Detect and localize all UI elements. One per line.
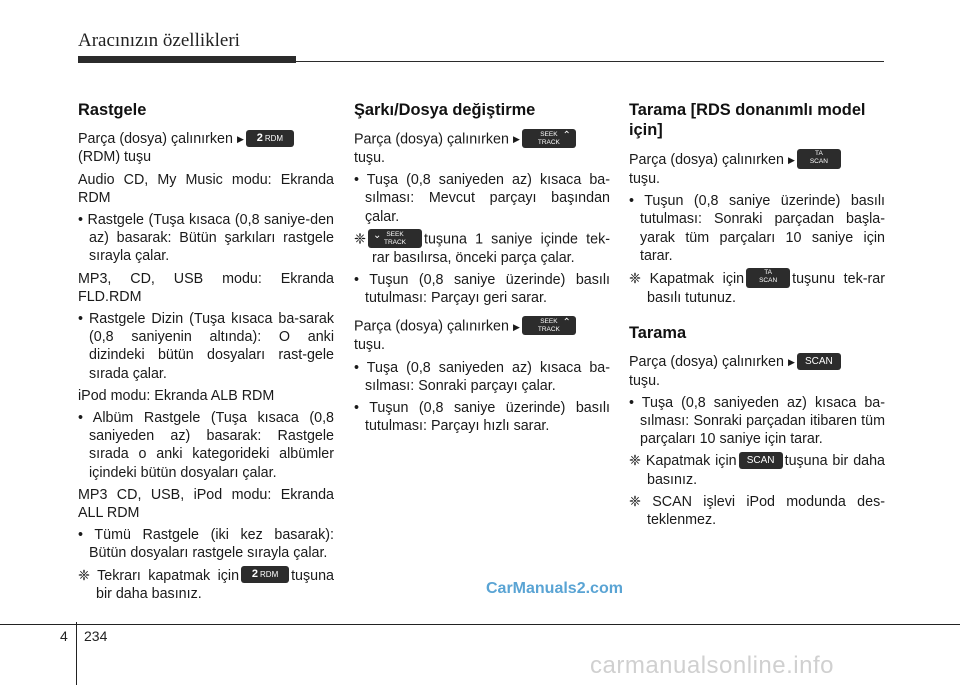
footer-rule-vertical [76, 622, 77, 685]
paragraph-text: tuşu. [354, 337, 385, 354]
note-text: ❈ Kapatmak için [629, 270, 745, 287]
seek-track-up-button-icon [522, 316, 576, 335]
bullet-item: • Tuşa (0,8 saniyeden az) kısaca ba-sılması: Sonraki parçadan itibaren tüm parçaları 10 saniye için tarar. [629, 394, 885, 448]
paragraph-text: tuşu. [629, 372, 660, 389]
note-text: tuşuna bir daha basınız. [96, 567, 334, 602]
footer-chapter-number: 4 [60, 628, 68, 644]
column-tarama [629, 100, 885, 533]
section-title-tarama: Tarama [629, 324, 687, 343]
note-text: ❈ Tekrarı kapatmak için [78, 567, 240, 584]
scan-button-icon: SCAN [797, 353, 841, 370]
section-title-tarama-rds: Tarama [RDS donanımlı model için] [629, 101, 866, 139]
paragraph: iPod modu: Ekranda ALB RDM [78, 387, 275, 404]
paragraph-text: Parça (dosya) çalınırken [629, 354, 784, 371]
track-label: TRACK [383, 238, 406, 246]
note-text: tuşunu tek-rar basılı tutunuz. [647, 270, 885, 307]
scan-button-icon: SCAN [739, 452, 783, 469]
note-item [78, 567, 334, 603]
paragraph: MP3, CD, USB modu: Ekranda FLD.RDM [78, 270, 334, 305]
note-item [354, 230, 610, 267]
column-sarki-dosya [354, 100, 610, 439]
footer-site-watermark: carmanualsonline.info [590, 652, 834, 679]
paragraph [629, 150, 885, 188]
paragraph [354, 130, 610, 167]
seek-label: SEEK [540, 318, 558, 326]
paragraph-text: tuşu. [629, 171, 660, 187]
section-title-rastgele: Rastgele [78, 101, 147, 119]
paragraph-text: Parça (dosya) çalınırken [354, 131, 509, 148]
bullet-item: • Tuşa (0,8 saniyeden az) kısaca ba-sılması: Mevcut parçayı başından çalar. [354, 172, 610, 225]
paragraph-text: Parça (dosya) çalınırken [629, 151, 784, 168]
column-rastgele [78, 100, 334, 607]
seek-track-down-button-icon [368, 229, 422, 248]
seek-label: SEEK [386, 230, 404, 238]
footer-rule-horizontal [0, 624, 960, 625]
chevron-down-icon: ⌄ [372, 229, 382, 241]
rdm-label: RDM [264, 133, 284, 143]
header-rule-thick [78, 56, 296, 63]
note-text: ❈ [354, 231, 366, 248]
seek-label: SEEK [540, 131, 558, 138]
rdm-number: 2 [251, 568, 259, 581]
paragraph [629, 353, 885, 390]
play-icon: ▶ [512, 321, 520, 332]
bullet-item: • Tuşun (0,8 saniye üzerinde) basılı tutulması: Sonraki parçadan başla-yarak tüm parçaları 10 saniye için tarar. [629, 193, 885, 264]
bullet-item: • Rastgele (Tuşa kısaca (0,8 saniye-den az) basarak: Bütün şarkıları rastgele sırayla çalar. [78, 211, 334, 265]
paragraph: MP3 CD, USB, iPod modu: Ekranda ALL RDM [78, 486, 334, 521]
page-header-title: Aracınızın özellikleri [78, 30, 240, 51]
rdm-button-icon [246, 130, 294, 147]
section-title-sarki-dosya: Şarkı/Dosya değiştirme [354, 101, 536, 119]
play-icon: ▶ [787, 357, 795, 368]
paragraph-text: tuşu. [354, 150, 385, 166]
paragraph-text: Parça (dosya) çalınırken [354, 318, 509, 335]
header-rule-thin [296, 61, 884, 62]
bullet-item: • Albüm Rastgele (Tuşa kısaca (0,8 saniyeden az) basarak: Rastgele sırada o anki kategorideki albümler içindeki bütün dosyaları çalar. [78, 409, 334, 481]
ta-label: TA [764, 269, 773, 277]
play-icon: ▶ [787, 154, 795, 165]
paragraph-text: (RDM) tuşu [78, 149, 152, 166]
chevron-up-icon: ⌃ [562, 317, 571, 329]
rdm-number: 2 [256, 131, 263, 144]
paragraph [354, 317, 610, 354]
ta-scan-button-icon [797, 149, 841, 169]
footer-page-number: 234 [84, 628, 108, 644]
paragraph [78, 130, 334, 167]
ta-scan-button-icon [746, 268, 790, 288]
play-icon: ▶ [236, 134, 244, 145]
play-icon: ▶ [512, 134, 520, 145]
bullet-item: • Tümü Rastgele (iki kez basarak): Bütün dosyaları rastgele sırayla çalar. [78, 527, 334, 562]
note-item [629, 452, 885, 488]
track-label: TRACK [537, 139, 560, 146]
paragraph-text: Parça (dosya) çalınırken [78, 131, 233, 147]
note-text: ❈ Kapatmak için [629, 453, 737, 470]
note-text: tuşuna bir daha basınız. [647, 453, 885, 488]
bullet-item: • Tuşun (0,8 saniye üzerinde) basılı tutulması: Parçayı geri sarar. [354, 272, 610, 307]
note-item [629, 269, 885, 307]
seek-track-up-button-icon [522, 129, 576, 148]
rdm-button-icon [241, 566, 289, 583]
ta-label: TA [814, 150, 823, 157]
watermark-link[interactable]: CarManuals2.com [486, 580, 623, 597]
scan-label: SCAN [809, 158, 828, 165]
bullet-item: • Tuşa (0,8 saniyeden az) kısaca ba-sılması: Sonraki parçayı çalar. [354, 359, 610, 394]
scan-label: SCAN [759, 277, 778, 285]
chevron-up-icon: ⌃ [562, 130, 571, 141]
track-label: TRACK [537, 326, 560, 334]
note-text: tuşuna 1 saniye içinde tek-rar basılırsa, önceki parça çalar. [372, 231, 610, 266]
rdm-label: RDM [260, 570, 279, 580]
bullet-item: • Rastgele Dizin (Tuşa kısaca ba-sarak (0,8 saniyenin altında): O anki dizindeki bütün dosyaları rast-gele sırada çalar. [78, 310, 334, 382]
paragraph: Audio CD, My Music modu: Ekranda RDM [78, 171, 334, 206]
bullet-item: • Tuşun (0,8 saniye üzerinde) basılı tutulması: Parçayı hızlı sarar. [354, 400, 610, 435]
note-item: ❈ SCAN işlevi iPod modunda des-teklenmez. [629, 493, 885, 528]
